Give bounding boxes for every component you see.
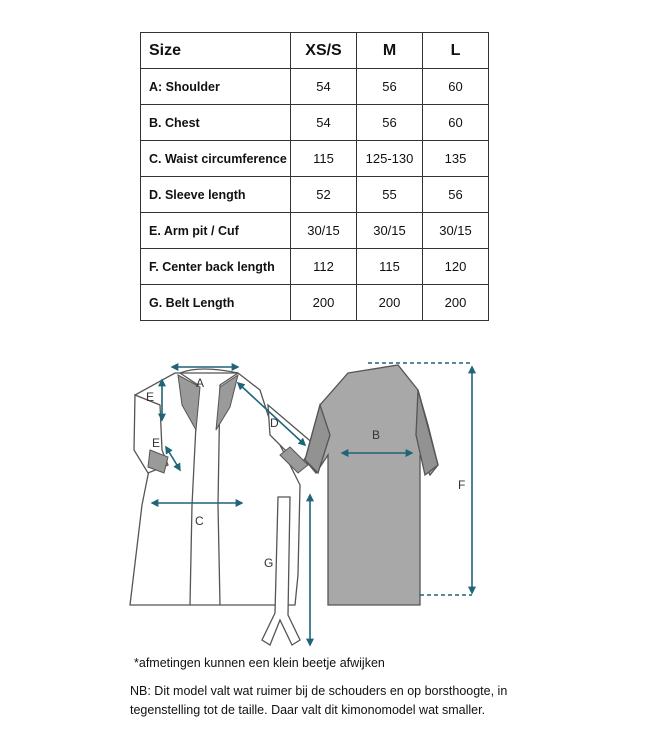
measure-g-label: G xyxy=(264,556,274,570)
coat-measurement-diagram xyxy=(120,355,490,655)
cell-m: 56 xyxy=(357,105,423,141)
cell-xs-s: 115 xyxy=(291,141,357,177)
cell-xs-s: 200 xyxy=(291,285,357,321)
coat-back-illustration xyxy=(305,365,438,605)
table-row xyxy=(141,141,489,177)
header-m: M xyxy=(357,33,423,69)
measure-b-label: B xyxy=(372,428,381,442)
table-row xyxy=(141,69,489,105)
row-label: A: Shoulder xyxy=(141,69,291,105)
cell-l: 30/15 xyxy=(423,213,489,249)
header-l: L xyxy=(423,33,489,69)
row-label: E. Arm pit / Cuf xyxy=(141,213,291,249)
measure-c-label: C xyxy=(195,514,204,528)
cell-xs-s: 54 xyxy=(291,105,357,141)
table-row xyxy=(141,177,489,213)
table-row xyxy=(141,213,489,249)
cell-l: 56 xyxy=(423,177,489,213)
row-label: B. Chest xyxy=(141,105,291,141)
cell-xs-s: 30/15 xyxy=(291,213,357,249)
measure-d-label: D xyxy=(270,416,279,430)
measure-e1-label: E xyxy=(146,390,155,404)
cell-m: 56 xyxy=(357,69,423,105)
cell-l: 60 xyxy=(423,105,489,141)
cell-m: 200 xyxy=(357,285,423,321)
table-row xyxy=(141,285,489,321)
measure-e2-label: E xyxy=(152,436,161,450)
cell-xs-s: 54 xyxy=(291,69,357,105)
row-label: F. Center back length xyxy=(141,249,291,285)
cell-l: 60 xyxy=(423,69,489,105)
cell-l: 120 xyxy=(423,249,489,285)
table-header-row xyxy=(141,33,489,69)
cell-m: 125-130 xyxy=(357,141,423,177)
size-table xyxy=(140,32,489,321)
cell-l: 200 xyxy=(423,285,489,321)
cell-xs-s: 52 xyxy=(291,177,357,213)
cell-m: 55 xyxy=(357,177,423,213)
fit-note: NB: Dit model valt wat ruimer bij de schouders en op borsthoogte, in tegenstelling tot de taille. Daar valt dit kimonomodel wat smaller. xyxy=(130,684,508,717)
table-row xyxy=(141,105,489,141)
measure-f-label: F xyxy=(458,478,466,492)
disclaimer-note: *afmetingen kunnen een klein beetje afwijken xyxy=(134,656,385,670)
cell-m: 30/15 xyxy=(357,213,423,249)
row-label: D. Sleeve length xyxy=(141,177,291,213)
cell-xs-s: 112 xyxy=(291,249,357,285)
cell-l: 135 xyxy=(423,141,489,177)
row-label: C. Waist circumference xyxy=(141,141,291,177)
cell-m: 115 xyxy=(357,249,423,285)
table-row xyxy=(141,249,489,285)
header-xs-s: XS/S xyxy=(291,33,357,69)
header-size: Size xyxy=(141,33,291,69)
row-label: G. Belt Length xyxy=(141,285,291,321)
measure-a-label: A xyxy=(196,376,205,390)
